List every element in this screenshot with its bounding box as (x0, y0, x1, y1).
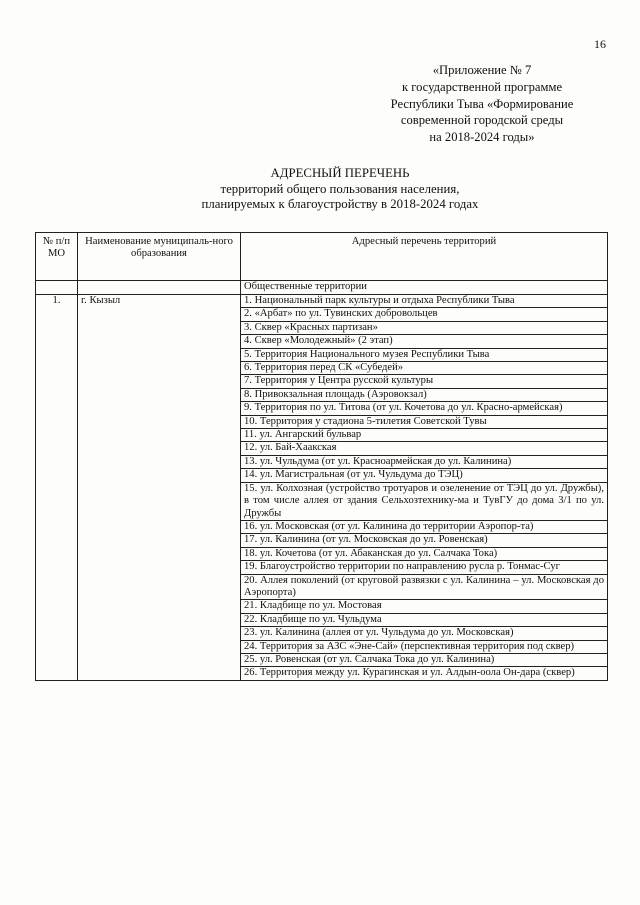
territory-item: 21. Кладбище по ул. Мостовая (241, 600, 608, 613)
section-spacer (36, 281, 78, 295)
territory-item: 8. Привокзальная площадь (Аэровокзал) (241, 388, 608, 401)
territory-item: 14. ул. Магистральная (от ул. Чульдума до ТЭЦ) (241, 469, 608, 482)
territory-item: 23. ул. Калинина (аллея от ул. Чульдума до ул. Московская) (241, 627, 608, 640)
territory-item: 25. ул. Ровенская (от ул. Салчака Тока до ул. Калинина) (241, 653, 608, 666)
row-number: 1. (36, 295, 78, 681)
territory-item: 5. Территория Национального музея Республики Тыва (241, 348, 608, 361)
territory-item: 18. ул. Кочетова (от ул. Абаканская до ул. Салчака Тока) (241, 547, 608, 560)
appendix-line: «Приложение № 7 (432, 63, 532, 77)
appendix-line: к государственной программе (401, 79, 563, 94)
section-spacer (78, 281, 241, 295)
territory-item: 19. Благоустройство территории по направлению русла р. Тонмас-Суг (241, 561, 608, 574)
territory-item: 2. «Арбат» по ул. Тувинских добровольцев (241, 308, 608, 321)
territory-item: 3. Сквер «Красных партизан» (241, 321, 608, 334)
document-subtitle: планируемых к благоустройству в 2018-2024 годах (201, 197, 479, 211)
territory-item: 13. ул. Чульдума (от ул. Красноармейская до ул. Калинина) (241, 455, 608, 468)
header-addresses: Адресный перечень территорий (241, 233, 608, 281)
appendix-line: на 2018-2024 годы» (429, 130, 535, 145)
territory-item: 12. ул. Бай-Хаакская (241, 442, 608, 455)
appendix-line: современной городской среды (400, 113, 564, 128)
territory-item: 4. Сквер «Молодежный» (2 этап) (241, 335, 608, 348)
address-table (35, 232, 608, 681)
header-number: № п/п МО (36, 233, 78, 281)
document-heading (60, 166, 620, 213)
document-title: АДРЕСНЫЙ ПЕРЕЧЕНЬ (270, 166, 410, 180)
territory-item: 11. ул. Ангарский бульвар (241, 429, 608, 442)
appendix-line: Республики Тыва «Формирование (390, 96, 574, 111)
territory-item: 15. ул. Колхозная (устройство тротуаров и озеленение от ТЭЦ до ул. Дружбы), в том числе аллея от здания Сельхозтехнику-ма и ТувГУ до дома 3/1 по ул. Дружбы (241, 482, 608, 520)
appendix-block (370, 62, 594, 146)
territory-item: 16. ул. Московская (от ул. Калинина до территории Аэропор-та) (241, 520, 608, 533)
page-number: 16 (594, 37, 606, 51)
document-subtitle: территорий общего пользования населения, (220, 181, 460, 196)
municipality-name: г. Кызыл (78, 295, 241, 681)
territory-item: 26. Территория между ул. Курагинская и ул. Алдын-оола Он-дара (сквер) (241, 667, 608, 680)
territory-item: 6. Территория перед СК «Субедей» (241, 362, 608, 375)
section-title: Общественные территории (241, 281, 608, 295)
territory-item: 7. Территория у Центра русской культуры (241, 375, 608, 388)
territory-item: 20. Аллея поколений (от круговой развязки с ул. Калинина – ул. Московская до Аэропорта) (241, 574, 608, 600)
territory-item: 24. Территория за АЗС «Эне-Сай» (перспективная территория под сквер) (241, 640, 608, 653)
territory-item: 17. ул. Калинина (от ул. Московская до ул. Ровенская) (241, 534, 608, 547)
table-header-row (36, 233, 608, 281)
section-row (36, 281, 608, 295)
header-municipality: Наименование муниципаль-ного образования (78, 233, 241, 281)
territory-item: 10. Территория у стадиона 5-тилетия Советской Тувы (241, 415, 608, 428)
territory-item: 22. Кладбище по ул. Чульдума (241, 613, 608, 626)
territory-item: 9. Территория по ул. Титова (от ул. Кочетова до ул. Красно-армейская) (241, 402, 608, 415)
table-row (36, 295, 608, 308)
territory-item: 1. Национальный парк культуры и отдыха Республики Тыва (241, 295, 608, 308)
